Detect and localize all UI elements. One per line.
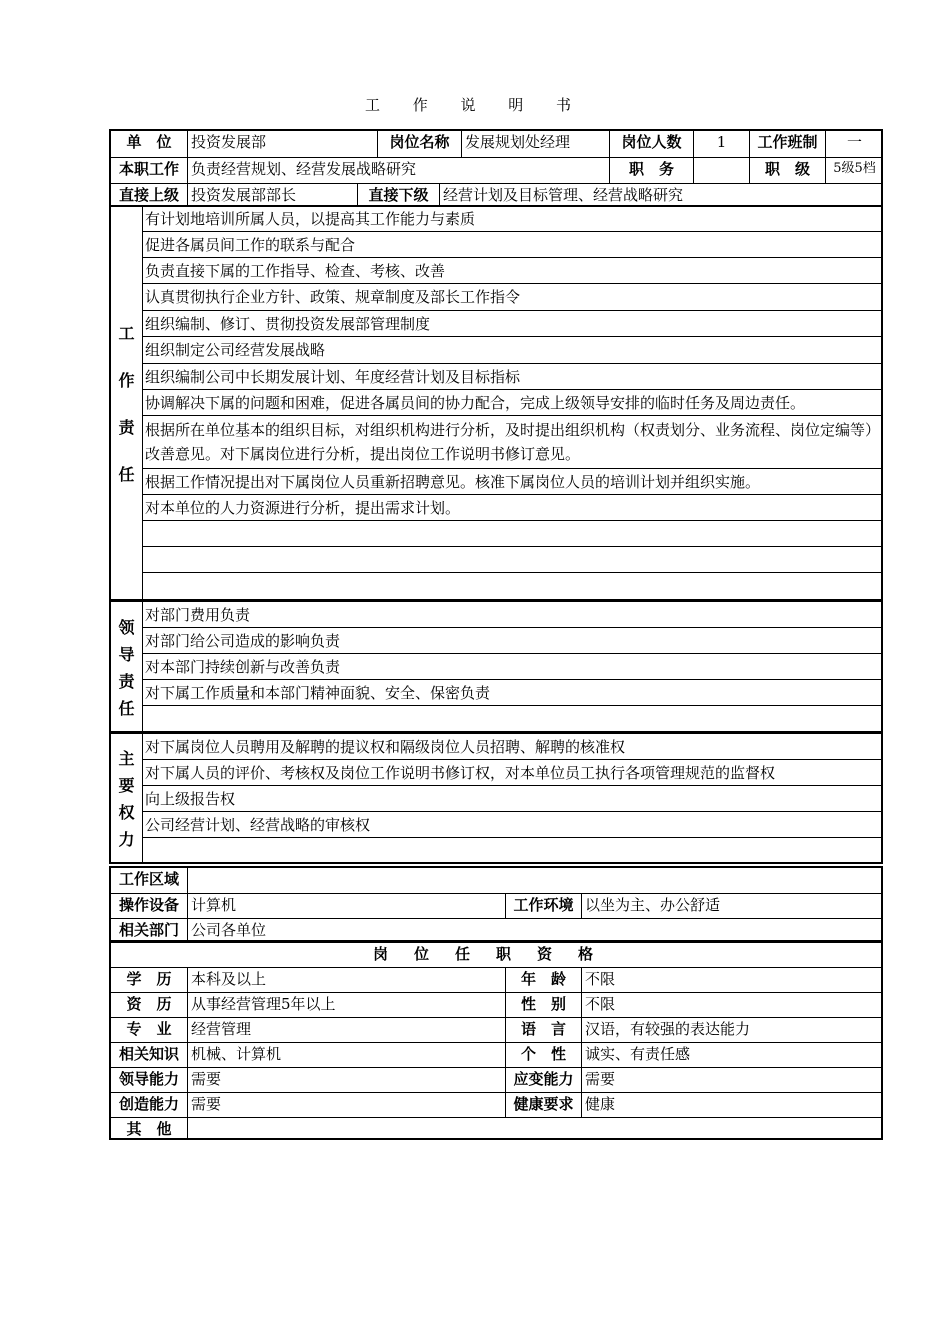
qualification-row: [111, 992, 881, 1017]
knowledge-label: 相关知识: [118, 1045, 179, 1063]
qualifications-banner: 岗位任职资格: [372, 945, 619, 963]
equipment-value: 计算机: [187, 894, 505, 918]
related-dept-value: 公司各单位: [187, 919, 883, 942]
leadership-item: 对下属工作质量和本部门精神面貌、安全、保密负责: [142, 680, 881, 706]
leadership-label-char: 任: [118, 698, 135, 718]
other-label: 其 他: [126, 1120, 172, 1138]
experience-label: 资 历: [126, 995, 172, 1013]
knowledge-value: 机械、计算机: [187, 1043, 505, 1067]
area-row: [111, 868, 881, 893]
related-dept-label: 相关部门: [118, 921, 179, 939]
responsibility-item: 组织编制、修订、贯彻投资发展部管理制度: [142, 311, 881, 337]
qualification-row: [111, 1017, 881, 1042]
leadership-item: 对部门给公司造成的影响负责: [142, 628, 881, 654]
language-label: 语 言: [505, 1018, 581, 1042]
leadership-ability-value: 需要: [187, 1068, 505, 1092]
creativity-value: 需要: [187, 1093, 505, 1117]
major-value: 经营管理: [187, 1018, 505, 1042]
responsibility-item: 认真贯彻执行企业方针、政策、规章制度及部长工作指令: [142, 284, 881, 311]
responsibility-item: [142, 521, 881, 547]
grade-label: 职 级: [749, 158, 825, 183]
responsibility-item: 负责直接下属的工作指导、检查、考核、改善: [142, 258, 881, 284]
other-row: [111, 1117, 881, 1140]
responsibility-item: 协调解决下属的问题和困难，促进各属员间的协力配合，完成上级领导安排的临时任务及周边责任。: [142, 390, 881, 416]
position-label: 岗位名称: [377, 131, 461, 157]
shift-value: 一: [825, 131, 883, 157]
leadership-ability-label: 领导能力: [118, 1070, 179, 1088]
personality-value: 诚实、有责任感: [581, 1043, 883, 1067]
authority-item: 对下属岗位人员聘用及解聘的提议权和隔级岗位人员招聘、解聘的核准权: [142, 734, 881, 760]
creativity-label: 创造能力: [118, 1095, 179, 1113]
other-value: [187, 1118, 883, 1140]
leadership-block: [109, 600, 883, 733]
header-row-2: [111, 157, 881, 183]
job-value: 负责经营规划、经营发展战略研究: [187, 158, 609, 183]
language-value: 汉语，有较强的表达能力: [581, 1018, 883, 1042]
qualification-row: [111, 1042, 881, 1067]
leadership-label-char: 责: [118, 671, 135, 691]
responsibility-item: [142, 547, 881, 573]
duty-value: [693, 158, 749, 183]
header-block: [109, 129, 883, 207]
document-title: 工 作 说 明 书: [364, 96, 586, 114]
dept-row: [111, 918, 881, 942]
adaptability-value: 需要: [581, 1068, 883, 1092]
authority-label-char: 力: [118, 830, 135, 849]
superior-value: 投资发展部部长: [187, 184, 357, 207]
responsibilities-label-char: 作: [118, 370, 135, 390]
area-value: [187, 868, 883, 893]
area-label: 工作区域: [118, 870, 179, 888]
experience-value: 从事经营管理5年以上: [187, 993, 505, 1017]
responsibility-item: 组织制定公司经营发展战略: [142, 337, 881, 364]
responsibilities-block: [109, 206, 883, 601]
subordinate-label: 直接下级: [357, 184, 439, 207]
responsibilities-label-char: 责: [118, 417, 135, 437]
job-label: 本职工作: [118, 160, 179, 178]
qualification-row: [111, 1067, 881, 1092]
qualifications-block: [109, 941, 883, 1140]
header-row-3: [111, 183, 881, 207]
leadership-label-char: 导: [118, 644, 135, 664]
responsibility-item: 促进各属员间工作的联系与配合: [142, 232, 881, 258]
header-row-1: [111, 131, 881, 157]
age-value: 不限: [581, 968, 883, 992]
responsibility-item: 有计划地培训所属人员，以提高其工作能力与素质: [142, 206, 881, 232]
responsibilities-label-char: 任: [118, 464, 135, 484]
headcount-value: 1: [693, 131, 749, 157]
environment-value: 以坐为主、办公舒适: [581, 894, 883, 918]
leadership-label-char: 领: [118, 617, 135, 637]
personality-label: 个 性: [505, 1043, 581, 1067]
responsibility-item: 根据所在单位基本的组织目标，对组织机构进行分析，及时提出组织机构（权责划分、业务流程、岗位定编等）改善意见。对下属岗位进行分析，提出岗位工作说明书修订意见。: [142, 416, 881, 469]
leadership-item: 对部门费用负责: [142, 602, 881, 628]
major-label: 专 业: [126, 1020, 172, 1038]
responsibilities-label-char: 工: [118, 323, 135, 343]
environment-label: 工作环境: [505, 894, 581, 918]
authority-label-char: 权: [118, 803, 135, 822]
authority-item: [142, 838, 881, 862]
leadership-label: [111, 602, 143, 731]
unit-label: 单 位: [126, 133, 172, 151]
authority-block: [109, 732, 883, 864]
authority-label-char: 要: [118, 776, 135, 795]
health-value: 健康: [581, 1093, 883, 1117]
authority-label-char: 主: [118, 749, 135, 768]
headcount-label: 岗位人数: [609, 131, 693, 157]
shift-label: 工作班制: [749, 131, 825, 157]
leadership-item: [142, 706, 881, 731]
qualification-row: [111, 1092, 881, 1117]
adaptability-label: 应变能力: [505, 1068, 581, 1092]
authority-item: 公司经营计划、经营战略的审核权: [142, 812, 881, 838]
unit-value: 投资发展部: [187, 131, 377, 157]
responsibility-item: 根据工作情况提出对下属岗位人员重新招聘意见。核准下属岗位人员的培训计划并组织实施。: [142, 469, 881, 495]
subordinate-value: 经营计划及目标管理、经营战略研究: [439, 184, 883, 207]
responsibility-item: [142, 573, 881, 599]
grade-value: 5级5档: [825, 158, 883, 183]
duty-label: 职 务: [609, 158, 693, 183]
responsibilities-label: [111, 206, 143, 599]
age-label: 年 龄: [505, 968, 581, 992]
gender-value: 不限: [581, 993, 883, 1017]
leadership-item: 对本部门持续创新与改善负责: [142, 654, 881, 680]
responsibility-item: 对本单位的人力资源进行分析，提出需求计划。: [142, 495, 881, 521]
superior-label: 直接上级: [118, 186, 179, 204]
authority-item: 向上级报告权: [142, 786, 881, 812]
authority-label: [111, 734, 143, 862]
qualification-row: [111, 967, 881, 992]
responsibility-item: 组织编制公司中长期发展计划、年度经营计划及目标指标: [142, 364, 881, 390]
authority-item: 对下属人员的评价、考核权及岗位工作说明书修订权，对本单位员工执行各项管理规范的监督权: [142, 760, 881, 786]
position-value: 发展规划处经理: [461, 131, 609, 157]
equipment-label: 操作设备: [118, 896, 179, 914]
gender-label: 性 别: [505, 993, 581, 1017]
health-label: 健康要求: [505, 1093, 581, 1117]
environment-block: [109, 866, 883, 942]
equipment-row: [111, 893, 881, 918]
education-value: 本科及以上: [187, 968, 505, 992]
education-label: 学 历: [126, 970, 172, 988]
